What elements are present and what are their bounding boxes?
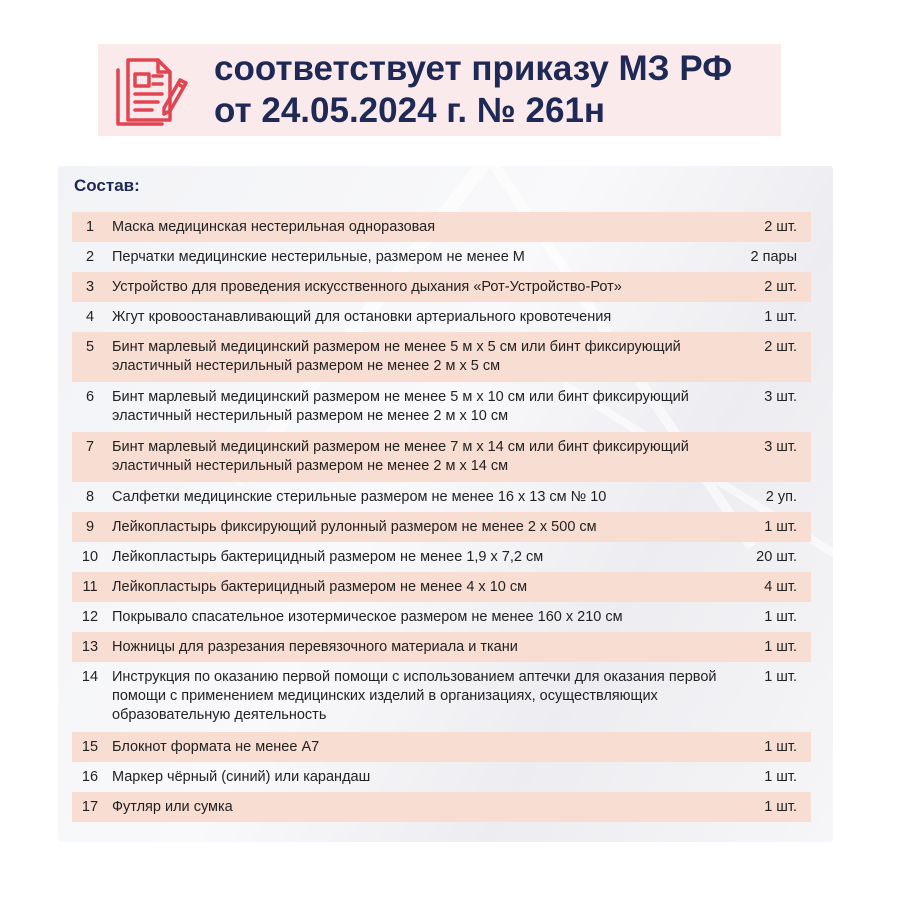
banner-line-2: от 24.05.2024 г. № 261н — [214, 91, 606, 130]
item-quantity: 1 шт. — [764, 519, 797, 535]
item-number: 8 — [85, 489, 95, 505]
item-quantity: 2 шт. — [764, 339, 797, 355]
item-name: Лейкопластырь бактерицидный размером не менее 1,9 х 7,2 см — [112, 549, 544, 565]
item-name: Ножницы для разрезания перевязочного материала и ткани — [112, 639, 518, 655]
table-row — [72, 212, 811, 242]
table-row — [72, 512, 811, 542]
item-quantity: 1 шт. — [764, 609, 797, 625]
table-row — [72, 662, 811, 732]
item-number: 2 — [85, 249, 95, 265]
item-quantity: 2 шт. — [764, 279, 797, 295]
item-name: Блокнот формата не менее А7 — [112, 739, 320, 755]
item-quantity: 2 шт. — [764, 219, 797, 235]
document-pencil-icon — [112, 52, 188, 128]
table-row — [72, 302, 811, 332]
item-quantity: 1 шт. — [764, 769, 797, 785]
item-number: 13 — [81, 639, 99, 655]
item-quantity: 20 шт. — [756, 549, 797, 565]
table-row — [72, 762, 811, 792]
item-quantity: 1 шт. — [764, 739, 797, 755]
item-number: 4 — [85, 309, 95, 325]
item-quantity: 3 шт. — [764, 389, 797, 405]
table-row — [72, 542, 811, 572]
item-quantity: 2 уп. — [765, 489, 797, 505]
item-name: Лейкопластырь бактерицидный размером не менее 4 х 10 см — [112, 579, 528, 595]
item-name: Салфетки медицинские стерильные размером не менее 16 х 13 см № 10 — [112, 489, 607, 505]
item-quantity: 3 шт. — [764, 439, 797, 455]
table-row — [72, 732, 811, 762]
table-row — [72, 272, 811, 302]
item-number: 6 — [85, 389, 95, 405]
item-name: Жгут кровоостанавливающий для остановки артериального кровотечения — [112, 309, 612, 325]
item-number: 1 — [85, 219, 95, 235]
item-number: 12 — [81, 609, 99, 625]
item-number: 10 — [81, 549, 99, 565]
item-quantity: 4 шт. — [764, 579, 797, 595]
item-name: Бинт марлевый медицинский размером не менее 7 м х 14 см или бинт фиксирующий эластичный нестерильный размером не менее 2 м х 14 см — [112, 439, 689, 474]
item-number: 15 — [81, 739, 99, 755]
item-name: Устройство для проведения искусственного дыхания «Рот-Устройство-Рот» — [112, 279, 622, 295]
item-number: 3 — [85, 279, 95, 295]
table-row — [72, 602, 811, 632]
table-row — [72, 482, 811, 512]
certification-banner — [98, 44, 781, 136]
contents-title: Состав: — [74, 176, 140, 195]
table-row — [72, 432, 811, 482]
item-number: 16 — [81, 769, 99, 785]
item-quantity: 1 шт. — [764, 799, 797, 815]
item-number: 14 — [81, 669, 99, 685]
table-row — [72, 792, 811, 822]
item-quantity: 1 шт. — [764, 639, 797, 655]
item-number: 5 — [85, 339, 95, 355]
item-name: Бинт марлевый медицинский размером не менее 5 м х 5 см или бинт фиксирующий эластичный нестерильный размером не менее 2 м х 5 см — [112, 339, 681, 374]
item-number: 11 — [82, 579, 98, 595]
item-name: Перчатки медицинские нестерильные, размером не менее М — [112, 249, 525, 265]
contents-panel — [58, 166, 833, 842]
item-number: 9 — [85, 519, 95, 535]
table-row — [72, 632, 811, 662]
item-name: Маркер чёрный (синий) или карандаш — [112, 769, 371, 785]
item-name: Бинт марлевый медицинский размером не менее 5 м х 10 см или бинт фиксирующий эластичный нестерильный размером не менее 2 м х 10 см — [112, 389, 689, 424]
item-name: Маска медицинская нестерильная одноразовая — [112, 219, 436, 235]
contents-table — [72, 212, 811, 822]
table-row — [72, 242, 811, 272]
item-name: Покрывало спасательное изотермическое размером не менее 160 х 210 см — [112, 609, 623, 625]
table-row — [72, 332, 811, 382]
item-number: 17 — [81, 799, 99, 815]
item-quantity: 1 шт. — [764, 309, 797, 325]
banner-heading — [214, 48, 732, 132]
table-row — [72, 382, 811, 432]
item-name: Футляр или сумка — [112, 799, 233, 815]
item-number: 7 — [85, 439, 95, 455]
item-name: Лейкопластырь фиксирующий рулонный размером не менее 2 х 500 см — [112, 519, 597, 535]
item-quantity: 2 пары — [750, 249, 797, 265]
table-row — [72, 572, 811, 602]
item-name: Инструкция по оказанию первой помощи с использованием аптечки для оказания первой помощи с применением медицинских изделий в организациях, осуществляющих образовательную деятельность — [112, 669, 717, 723]
banner-line-1: соответствует приказу МЗ РФ — [214, 49, 733, 88]
item-quantity: 1 шт. — [764, 669, 797, 685]
